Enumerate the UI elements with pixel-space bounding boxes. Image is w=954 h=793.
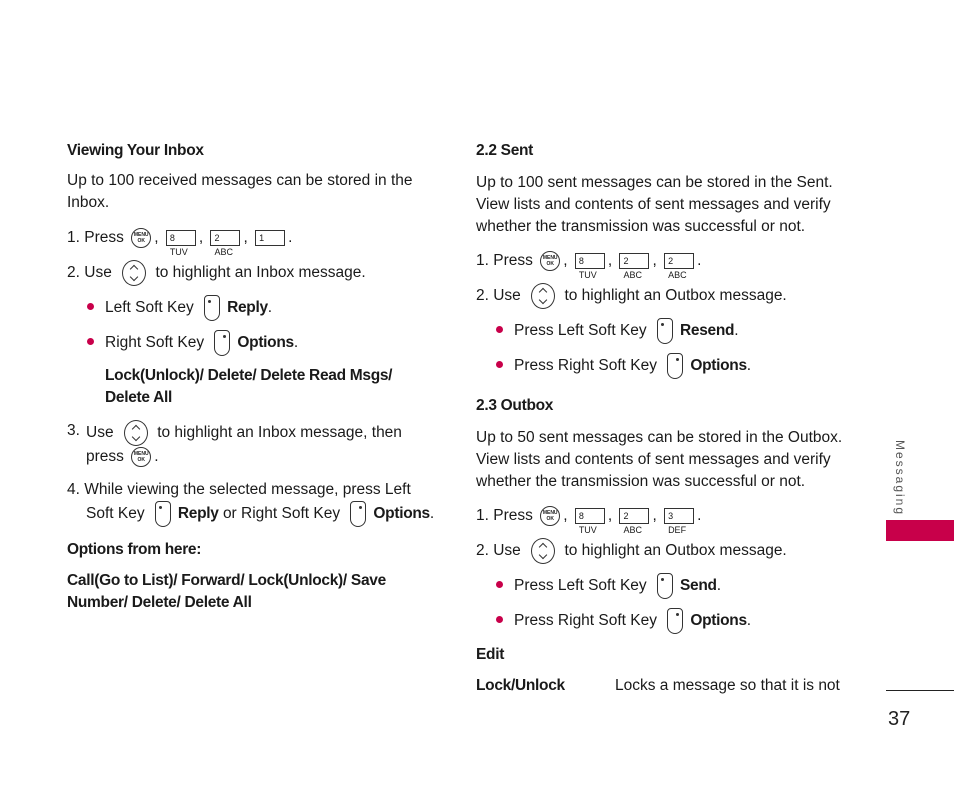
left-soft-key-icon — [155, 501, 171, 527]
section-tab-marker — [886, 520, 954, 541]
navigation-key-icon — [531, 538, 555, 564]
key-2-icon: 2 ABC — [619, 508, 649, 524]
sent-bullet-left: Press Left Soft Key Resend. — [476, 318, 848, 344]
step-1: 1. Press MENU OK , 8 TUV, 2 ABC, 1 . — [67, 227, 439, 249]
section-heading-outbox: 2.3 Outbox — [476, 397, 554, 414]
key-2-icon: 2 ABC — [664, 253, 694, 269]
left-soft-key-icon — [657, 573, 673, 599]
options-from-here-list: Call(Go to List)/ Forward/ Lock(Unlock)/ Save Number/ Delete/ Delete All — [67, 572, 386, 611]
key-2-icon: 2 ABC — [210, 230, 240, 246]
navigation-key-icon — [531, 283, 555, 309]
navigation-key-icon — [122, 260, 146, 286]
right-soft-key-icon — [350, 501, 366, 527]
navigation-key-icon — [124, 420, 148, 446]
outbox-bullet-left: Press Left Soft Key Send. — [476, 573, 848, 599]
key-2-icon: 2 ABC — [619, 253, 649, 269]
left-soft-key-icon — [657, 318, 673, 344]
sent-step-1: 1. Press MENU OK , 8 TUV, 2 ABC, 2 ABC. — [476, 250, 848, 272]
right-soft-key-icon — [667, 608, 683, 634]
menu-ok-key-icon — [540, 251, 560, 271]
footer-rule — [886, 690, 954, 691]
sent-step-2: 2. Use to highlight an Outbox message. — [476, 283, 848, 309]
step-2: 2. Use to highlight an Inbox message. — [67, 260, 439, 286]
sent-intro: Up to 100 sent messages can be stored in the Sent. View lists and contents of sent messages and verify whether the transmission was successful or not. — [476, 174, 833, 235]
step-3: 3. Use to highlight an Inbox message, then press MENU OK . — [67, 420, 439, 468]
key-8-icon: 8 TUV — [166, 230, 196, 246]
menu-ok-key-icon — [540, 506, 560, 526]
left-column — [67, 140, 439, 614]
bullet-left-soft-key: Left Soft Key Reply. — [67, 295, 439, 321]
menu-ok-key-icon — [131, 228, 151, 248]
outbox-intro: Up to 50 sent messages can be stored in the Outbox. View lists and contents of sent messages and verify whether the transmission was successful or not. — [476, 429, 843, 490]
bullet-right-soft-key: Right Soft Key Options. — [67, 330, 439, 356]
right-column — [476, 140, 848, 697]
outbox-step-1: 1. Press MENU OK , 8 TUV, 2 ABC, 3 DEF. — [476, 505, 848, 527]
outbox-step-2: 2. Use to highlight an Outbox message. — [476, 538, 848, 564]
options-from-here-heading: Options from here: — [67, 541, 202, 558]
section-side-label: Messaging — [893, 439, 907, 517]
page-number: 37 — [888, 708, 911, 730]
inbox-options-list: Lock(Unlock)/ Delete/ Delete Read Msgs/ Delete All — [105, 367, 393, 406]
key-8-icon: 8 TUV — [575, 253, 605, 269]
outbox-bullet-right: Press Right Soft Key Options. — [476, 608, 848, 634]
step-4: 4. While viewing the selected message, press Left Soft Key Reply or Right Soft Key Options. — [67, 479, 439, 527]
section-heading-viewing-inbox: Viewing Your Inbox — [67, 142, 204, 159]
lock-unlock-row — [476, 675, 848, 697]
edit-heading: Edit — [476, 646, 505, 663]
right-soft-key-icon — [214, 330, 230, 356]
section-heading-sent: 2.2 Sent — [476, 142, 534, 159]
sent-bullet-right: Press Right Soft Key Options. — [476, 353, 848, 379]
lock-unlock-description: Locks a message so that it is not — [615, 677, 840, 694]
menu-ok-key-icon — [131, 447, 151, 467]
key-1-icon: 1 — [255, 230, 285, 246]
lock-unlock-term: Lock/Unlock — [476, 677, 565, 694]
right-soft-key-icon — [667, 353, 683, 379]
key-3-icon: 3 DEF — [664, 508, 694, 524]
inbox-intro: Up to 100 received messages can be stored in the Inbox. — [67, 172, 413, 211]
key-8-icon: 8 TUV — [575, 508, 605, 524]
left-soft-key-icon — [204, 295, 220, 321]
